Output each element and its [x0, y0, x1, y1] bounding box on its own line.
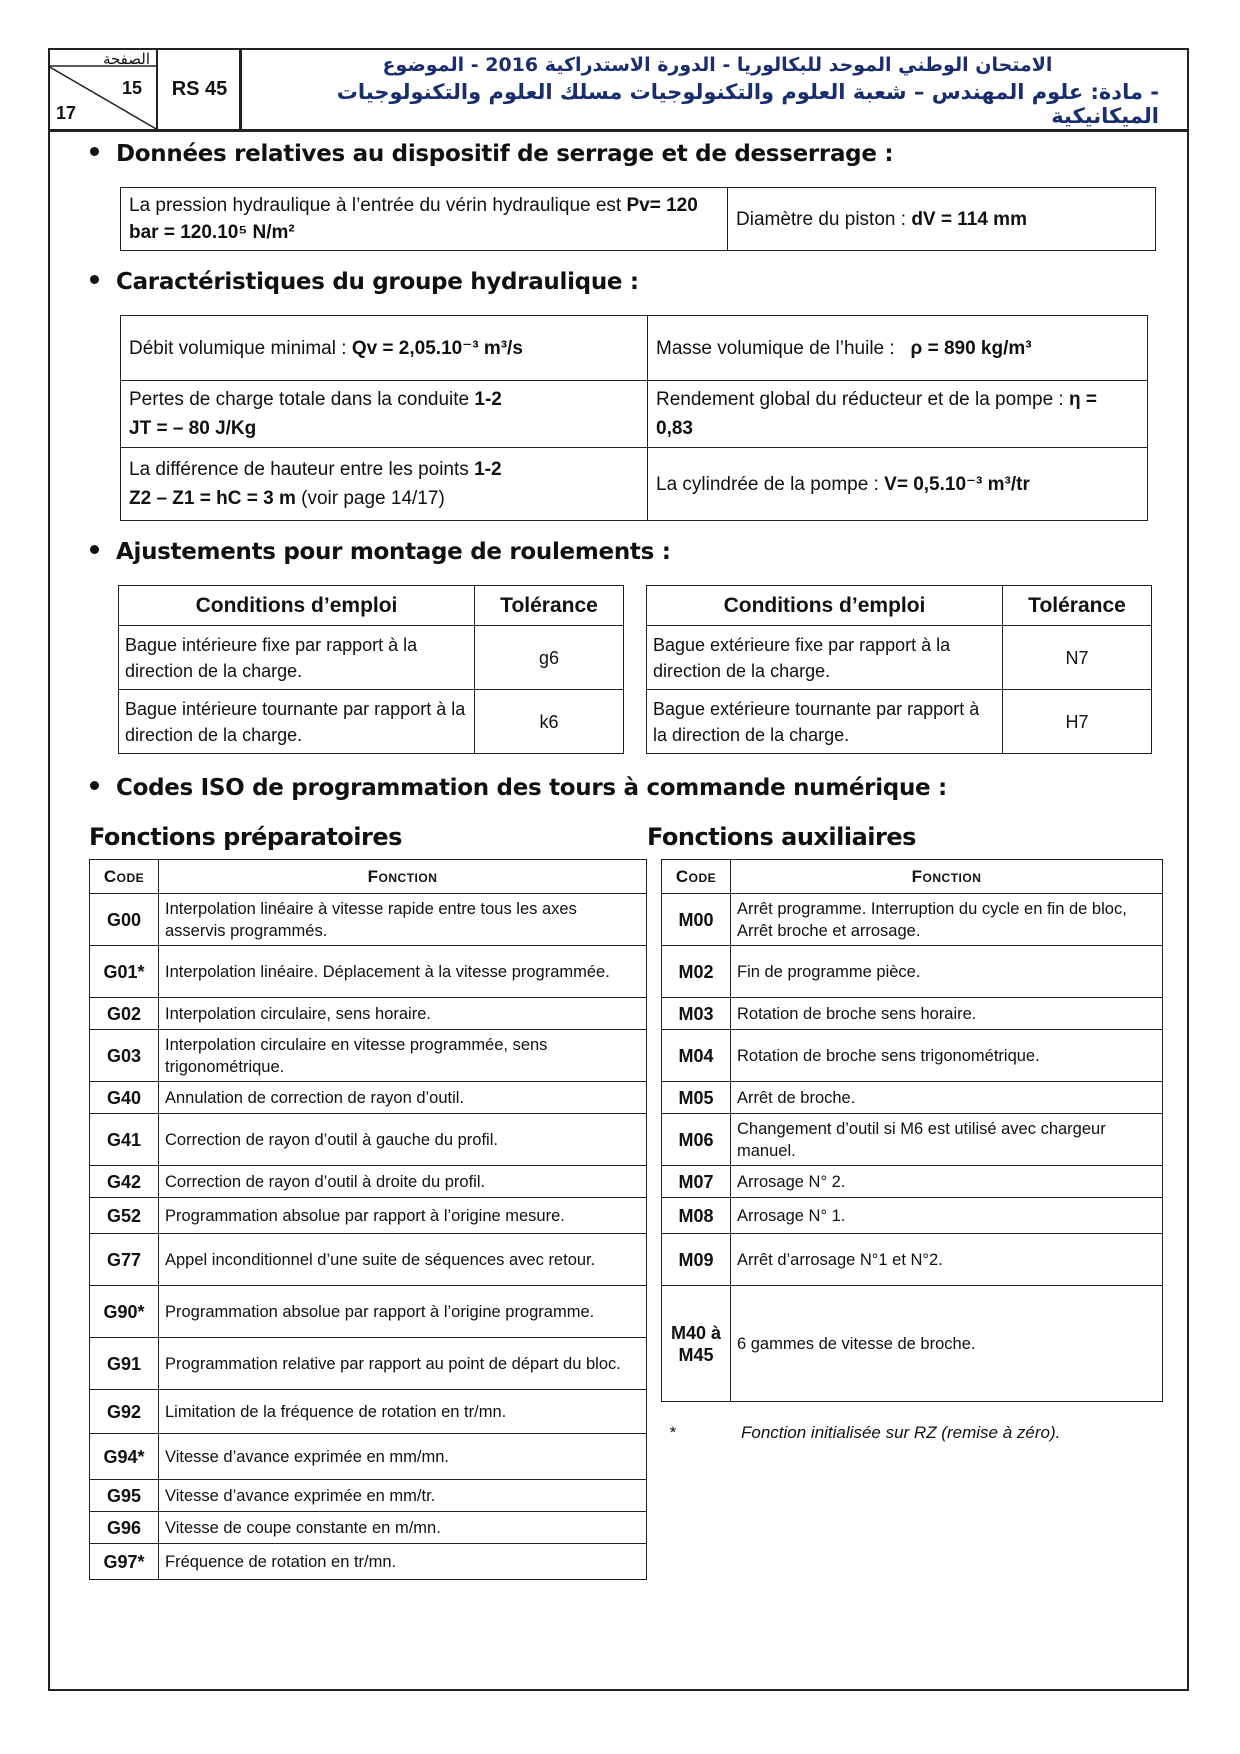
table-row [90, 1434, 647, 1480]
exam-title [246, 48, 1189, 130]
m-code-fonction: Arrêt de broche. [731, 1082, 1163, 1114]
m-code-fonction: Changement d’outil si M6 est utilisé avec chargeur manuel. [731, 1114, 1163, 1166]
bullet-icon [90, 781, 99, 790]
col-header-fonction: Fonction [731, 860, 1163, 894]
g-code-code: G92 [90, 1390, 159, 1434]
table-row [662, 1234, 1163, 1286]
g-code-code: G77 [90, 1234, 159, 1286]
g-code-code: G95 [90, 1480, 159, 1512]
table-row: Bague extérieure fixe par rapport à la direction de la charge. N7 [647, 626, 1152, 690]
table-row [90, 1338, 647, 1390]
g-code-fonction: Fréquence de rotation en tr/mn. [159, 1544, 647, 1580]
table-row: Bague extérieure tournante par rapport à la direction de la charge. H7 [647, 690, 1152, 754]
table-row [90, 1512, 647, 1544]
table-row [662, 894, 1163, 946]
bullet-icon [90, 545, 99, 554]
serrage-table [120, 187, 1156, 251]
col-header-code: Code [662, 860, 731, 894]
m-code-code: M02 [662, 946, 731, 998]
m-code-code: M00 [662, 894, 731, 946]
col-header-fonction: Fonction [159, 860, 647, 894]
table-row [90, 1544, 647, 1580]
table-row [90, 998, 647, 1030]
g-code-code: G00 [90, 894, 159, 946]
g-code-fonction: Interpolation linéaire à vitesse rapide entre tous les axes asservis programmés. [159, 894, 647, 946]
table-row [662, 1198, 1163, 1234]
g-code-fonction: Vitesse d’avance exprimée en mm/mn. [159, 1434, 647, 1480]
g-code-code: G96 [90, 1512, 159, 1544]
section-heading-iso: Codes ISO de programmation des tours à commande numérique : [90, 775, 947, 801]
col-header-tolerance: Tolérance [1003, 586, 1152, 626]
g-code-fonction: Correction de rayon d’outil à droite du profil. [159, 1166, 647, 1198]
ajustements-table-left [118, 585, 624, 754]
g-code-code: G90* [90, 1286, 159, 1338]
g-code-code: G41 [90, 1114, 159, 1166]
table-row: Bague intérieure fixe par rapport à la direction de la charge. g6 [119, 626, 624, 690]
m-code-code: M07 [662, 1166, 731, 1198]
page-number: 15 [121, 78, 142, 98]
g-code-code: G97* [90, 1544, 159, 1580]
note-text: Fonction initialisée sur RZ (remise à zéro). [741, 1423, 1061, 1442]
table-row: Bague intérieure tournante par rapport à la direction de la charge. k6 [119, 690, 624, 754]
fonctions-preparatoires-table [89, 859, 647, 1580]
table-row [90, 1390, 647, 1434]
exam-title-line2: - مادة: علوم المهندس – شعبة العلوم والتكنولوجيات مسلك العلوم والتكنولوجيات الميكانيكية [336, 80, 1159, 128]
section-heading-groupe: Caractéristiques du groupe hydraulique : [90, 269, 639, 295]
g-code-fonction: Limitation de la fréquence de rotation en tr/mn. [159, 1390, 647, 1434]
table-row [90, 894, 647, 946]
m-code-code: M04 [662, 1030, 731, 1082]
g-code-code: G40 [90, 1082, 159, 1114]
table-row [90, 1114, 647, 1166]
table-row [90, 1030, 647, 1082]
m-code-fonction: Arrêt d’arrosage N°1 et N°2. [731, 1234, 1163, 1286]
table-row [90, 1286, 647, 1338]
note-star: * [669, 1423, 676, 1442]
m-code-fonction: Fin de programme pièce. [731, 946, 1163, 998]
m-code-code: M08 [662, 1198, 731, 1234]
m-code-fonction: Rotation de broche sens trigonométrique. [731, 1030, 1163, 1082]
aux-title: Fonctions auxiliaires [647, 823, 916, 851]
page-label: الصفحة [102, 50, 150, 68]
pertes-cell: Pertes de charge totale dans la conduite 1-2 JT = – 80 J/Kg [121, 381, 648, 448]
col-header-tolerance: Tolérance [475, 586, 624, 626]
table-row [662, 1114, 1163, 1166]
g-code-fonction: Programmation absolue par rapport à l’origine mesure. [159, 1198, 647, 1234]
prep-title: Fonctions préparatoires [89, 823, 402, 851]
page-number-box [48, 48, 158, 130]
g-code-fonction: Vitesse de coupe constante en m/mn. [159, 1512, 647, 1544]
m-code-code: M05 [662, 1082, 731, 1114]
g-code-fonction: Vitesse d’avance exprimée en mm/tr. [159, 1480, 647, 1512]
exam-code: RS 45 [160, 48, 242, 130]
g-code-fonction: Programmation relative par rapport au point de départ du bloc. [159, 1338, 647, 1390]
col-header-conditions: Conditions d’emploi [647, 586, 1003, 626]
g-code-fonction: Interpolation circulaire, sens horaire. [159, 998, 647, 1030]
m-code-fonction: Rotation de broche sens horaire. [731, 998, 1163, 1030]
m-code-code: M09 [662, 1234, 731, 1286]
page-total: 17 [56, 103, 77, 123]
table-row [662, 1166, 1163, 1198]
col-header-code: Code [90, 860, 159, 894]
cylindree-cell: La cylindrée de la pompe : V= 0,5.10⁻³ m³/tr [648, 448, 1148, 521]
section-heading-serrage: Données relatives au dispositif de serrage et de desserrage : [90, 141, 893, 167]
table-row [90, 1198, 647, 1234]
g-code-fonction: Interpolation linéaire. Déplacement à la vitesse programmée. [159, 946, 647, 998]
diameter-cell: Diamètre du piston : dV = 114 mm [728, 188, 1156, 251]
ajustements-table-right [646, 585, 1152, 754]
g-code-code: G94* [90, 1434, 159, 1480]
table-row [90, 1166, 647, 1198]
g-code-code: G52 [90, 1198, 159, 1234]
debit-cell: Débit volumique minimal : Qv = 2,05.10⁻³ m³/s [121, 316, 648, 381]
g-code-code: G91 [90, 1338, 159, 1390]
g-code-code: G42 [90, 1166, 159, 1198]
g-code-code: G03 [90, 1030, 159, 1082]
g-code-fonction: Interpolation circulaire en vitesse programmée, sens trigonométrique. [159, 1030, 647, 1082]
rendement-cell: Rendement global du réducteur et de la pompe : η = 0,83 [648, 381, 1148, 448]
g-code-fonction: Appel inconditionnel d’une suite de séquences avec retour. [159, 1234, 647, 1286]
page-header [48, 48, 1189, 132]
bullet-icon [90, 147, 99, 156]
g-code-code: G02 [90, 998, 159, 1030]
table-row [662, 946, 1163, 998]
groupe-hydraulique-table [120, 315, 1148, 521]
pressure-cell: La pression hydraulique à l’entrée du vérin hydraulique est Pv= 120 bar = 120.10⁵ N/m² [121, 188, 728, 251]
m-code-code: M03 [662, 998, 731, 1030]
g-code-code: G01* [90, 946, 159, 998]
m-code-fonction: Arrêt programme. Interruption du cycle en fin de bloc, Arrêt broche et arrosage. [731, 894, 1163, 946]
g-code-fonction: Annulation de correction de rayon d’outil. [159, 1082, 647, 1114]
section-heading-ajustements: Ajustements pour montage de roulements : [90, 539, 671, 565]
table-row [90, 1082, 647, 1114]
table-row [90, 946, 647, 998]
m-code-fonction: 6 gammes de vitesse de broche. [731, 1286, 1163, 1402]
exam-title-line1: الامتحان الوطني الموحد للبكالوريا - الدورة الاستدراكية 2016 - الموضوع [382, 54, 1053, 76]
g-code-fonction: Correction de rayon d’outil à gauche du profil. [159, 1114, 647, 1166]
table-row [662, 1286, 1163, 1402]
masse-cell: Masse volumique de l’huile : ρ = 890 kg/m³ [648, 316, 1148, 381]
bullet-icon [90, 275, 99, 284]
table-row [662, 1030, 1163, 1082]
table-row [90, 1480, 647, 1512]
fonctions-auxiliaires-table [661, 859, 1163, 1402]
m-code-code: M06 [662, 1114, 731, 1166]
m-code-fonction: Arrosage N° 1. [731, 1198, 1163, 1234]
table-row [662, 1082, 1163, 1114]
m-code-fonction: Arrosage N° 2. [731, 1166, 1163, 1198]
col-header-conditions: Conditions d’emploi [119, 586, 475, 626]
table-row [90, 1234, 647, 1286]
table-row [662, 998, 1163, 1030]
g-code-fonction: Programmation absolue par rapport à l’origine programme. [159, 1286, 647, 1338]
hauteur-cell: La différence de hauteur entre les points 1-2 Z2 – Z1 = hC = 3 m (voir page 14/17) [121, 448, 648, 521]
m-code-code: M40 à M45 [662, 1286, 731, 1402]
